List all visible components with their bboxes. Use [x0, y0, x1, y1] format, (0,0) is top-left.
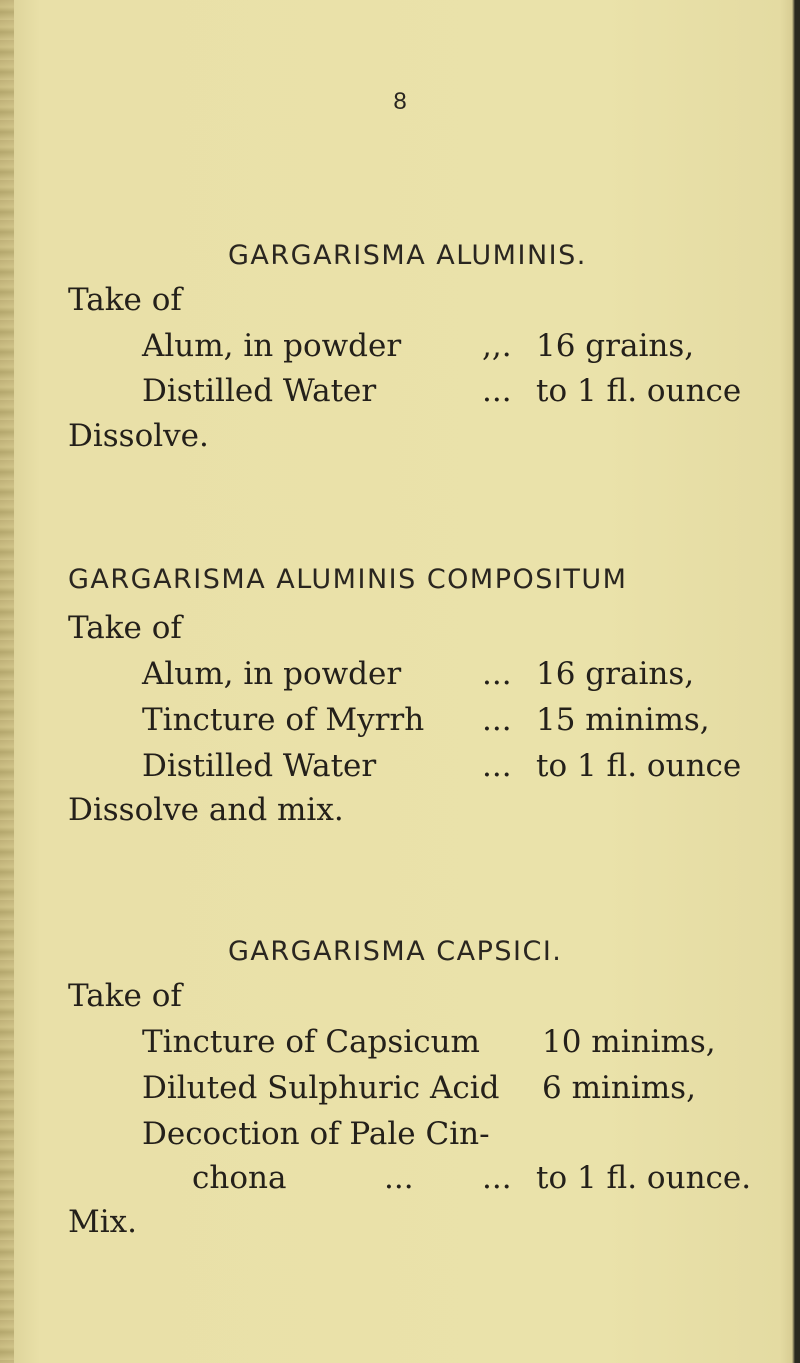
ingredient-amount: 6 minims,: [542, 1070, 696, 1106]
ingredient-amount: to 1 fl. ounce.: [536, 1160, 752, 1196]
take-of-label: Take of: [68, 610, 182, 646]
ingredient-dots: ...: [384, 1160, 414, 1196]
ingredient-dots: ...: [482, 373, 512, 409]
ingredient-amount: to 1 fl. ounce: [536, 748, 742, 784]
section-title: GARGARISMA ALUMINIS.: [228, 240, 587, 271]
ingredient-name: Distilled Water: [142, 748, 377, 784]
ingredient-amount: 10 minims,: [542, 1024, 716, 1060]
ingredient-name: Tincture of Capsicum: [142, 1024, 480, 1060]
ingredient-name: Alum, in powder: [142, 328, 402, 364]
ingredient-dots: ...: [482, 1160, 512, 1196]
ingredient-amount: to 1 fl. ounce: [536, 373, 742, 409]
ingredient-name: Distilled Water: [142, 373, 377, 409]
ingredient-amount: 15 minims,: [536, 702, 710, 738]
page-number: 8: [393, 88, 407, 115]
ingredient-name: Diluted Sulphuric Acid: [142, 1070, 500, 1106]
ingredient-dots: ...: [482, 748, 512, 784]
ingredient-name: Tincture of Myrrh: [142, 702, 425, 738]
ingredient-dots: ,,.: [482, 328, 512, 364]
ingredient-name: Alum, in powder: [142, 656, 402, 692]
instruction: Dissolve and mix.: [68, 792, 344, 828]
take-of-label: Take of: [68, 978, 182, 1014]
ingredient-name: chona: [192, 1160, 287, 1196]
section-title: GARGARISMA ALUMINIS COMPOSITUM: [68, 564, 628, 595]
instruction: Mix.: [68, 1204, 137, 1240]
instruction: Dissolve.: [68, 418, 209, 454]
section-title: GARGARISMA CAPSICI.: [228, 936, 563, 967]
ingredient-amount: 16 grains,: [536, 328, 695, 364]
ingredient-amount: 16 grains,: [536, 656, 695, 692]
ingredient-dots: ...: [482, 702, 512, 738]
ingredient-dots: ...: [482, 656, 512, 692]
ingredient-name: Decoction of Pale Cin-: [142, 1116, 490, 1152]
take-of-label: Take of: [68, 282, 182, 318]
page-edge-shadow: [0, 0, 14, 1363]
